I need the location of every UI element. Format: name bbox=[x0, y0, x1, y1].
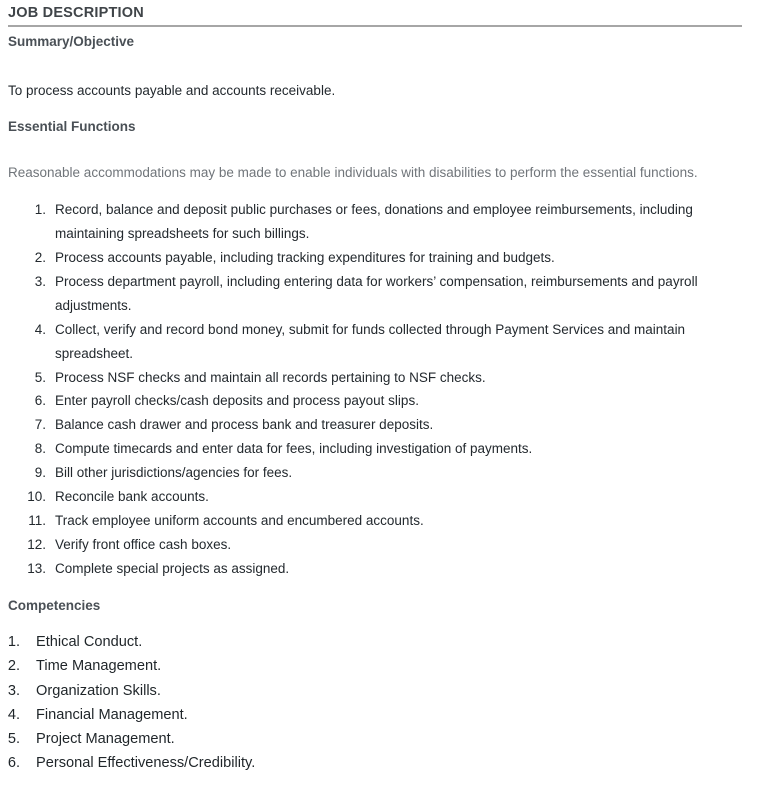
list-item-text: Complete special projects as assigned. bbox=[55, 560, 290, 576]
section-heading-summary: Summary/Objective bbox=[8, 34, 135, 50]
list-item-marker: 8. bbox=[34, 441, 46, 457]
list-item-marker: 3. bbox=[7, 682, 20, 699]
list-item-text: Record, balance and deposit public purchases or fees, donations and employee reimbursements, including maintaining spreadsheets for such billings. bbox=[55, 202, 693, 242]
list-item-marker: 1. bbox=[7, 634, 20, 651]
essential-function-item bbox=[0, 246, 742, 270]
list-item-marker: 5. bbox=[34, 369, 46, 385]
essential-functions-note: Reasonable accommodations may be made to enable individuals with disabilities to perform the essential functions. bbox=[8, 165, 698, 181]
list-item-marker: 4. bbox=[7, 706, 20, 723]
essential-function-item bbox=[0, 270, 742, 318]
competency-item bbox=[0, 679, 742, 703]
list-item-text: Process accounts payable, including tracking expenditures for training and budgets. bbox=[55, 250, 555, 266]
list-item-text: Bill other jurisdictions/agencies for fees. bbox=[55, 465, 293, 481]
competency-item bbox=[0, 654, 742, 678]
list-item-text: Verify front office cash boxes. bbox=[55, 536, 232, 552]
list-item-text: Enter payroll checks/cash deposits and process payout slips. bbox=[55, 393, 419, 409]
essential-function-item bbox=[0, 413, 742, 437]
essential-function-item bbox=[0, 461, 742, 485]
list-item-marker: 12. bbox=[27, 536, 46, 552]
list-item-text: Personal Effectiveness/Credibility. bbox=[36, 755, 256, 772]
competency-item bbox=[0, 630, 742, 654]
list-item-marker: 3. bbox=[34, 273, 46, 289]
essential-function-item bbox=[0, 509, 742, 533]
essential-function-item bbox=[0, 366, 742, 390]
list-item-marker: 4. bbox=[34, 321, 46, 337]
list-item-text: Organization Skills. bbox=[36, 682, 161, 699]
list-item-marker: 13. bbox=[27, 560, 46, 576]
essential-function-item bbox=[0, 533, 742, 557]
list-item-text: Process department payroll, including entering data for workers’ compensation, reimbursements and payroll adjustments. bbox=[55, 273, 698, 313]
competency-item bbox=[0, 727, 742, 751]
list-item-text: Time Management. bbox=[36, 658, 162, 675]
competency-item bbox=[0, 703, 742, 727]
list-item-text: Track employee uniform accounts and encumbered accounts. bbox=[55, 513, 424, 528]
list-item-marker: 5. bbox=[7, 731, 20, 748]
list-item-text: Process NSF checks and maintain all records pertaining to NSF checks. bbox=[55, 369, 486, 385]
essential-function-item bbox=[0, 437, 742, 461]
list-item-marker: 1. bbox=[34, 202, 46, 218]
list-item-marker: 6. bbox=[7, 755, 20, 772]
list-item-marker: 2. bbox=[7, 658, 20, 675]
page-title: JOB DESCRIPTION bbox=[8, 5, 144, 21]
list-item-text: Collect, verify and record bond money, submit for funds collected through Payment Services and maintain spreadsheet. bbox=[55, 321, 686, 361]
essential-function-item bbox=[0, 557, 742, 581]
list-item-text: Project Management. bbox=[36, 731, 175, 748]
essential-function-item bbox=[0, 318, 742, 366]
list-item-marker: 7. bbox=[34, 417, 46, 433]
section-heading-competencies: Competencies bbox=[8, 597, 101, 613]
essential-function-item bbox=[0, 485, 742, 509]
list-item-text: Financial Management. bbox=[36, 706, 188, 723]
essential-function-item bbox=[0, 389, 742, 413]
essential-functions-list bbox=[0, 184, 768, 581]
list-item-text: Compute timecards and enter data for fees, including investigation of payments. bbox=[55, 441, 533, 457]
list-item-marker: 2. bbox=[34, 250, 46, 266]
list-item-marker: 10. bbox=[27, 489, 46, 505]
section-heading-essential-functions: Essential Functions bbox=[8, 118, 136, 134]
list-item-marker: 6. bbox=[34, 393, 46, 409]
list-item-text: Ethical Conduct. bbox=[36, 634, 143, 651]
essential-function-item bbox=[0, 198, 742, 246]
list-item-text: Reconcile bank accounts. bbox=[55, 489, 209, 505]
list-item-marker: 11. bbox=[28, 513, 46, 528]
summary-body-text: To process accounts payable and accounts receivable. bbox=[8, 82, 336, 98]
competencies-list bbox=[0, 614, 768, 775]
list-item-marker: 9. bbox=[34, 465, 46, 481]
competency-item bbox=[0, 751, 742, 775]
list-item-text: Balance cash drawer and process bank and treasurer deposits. bbox=[55, 417, 434, 433]
